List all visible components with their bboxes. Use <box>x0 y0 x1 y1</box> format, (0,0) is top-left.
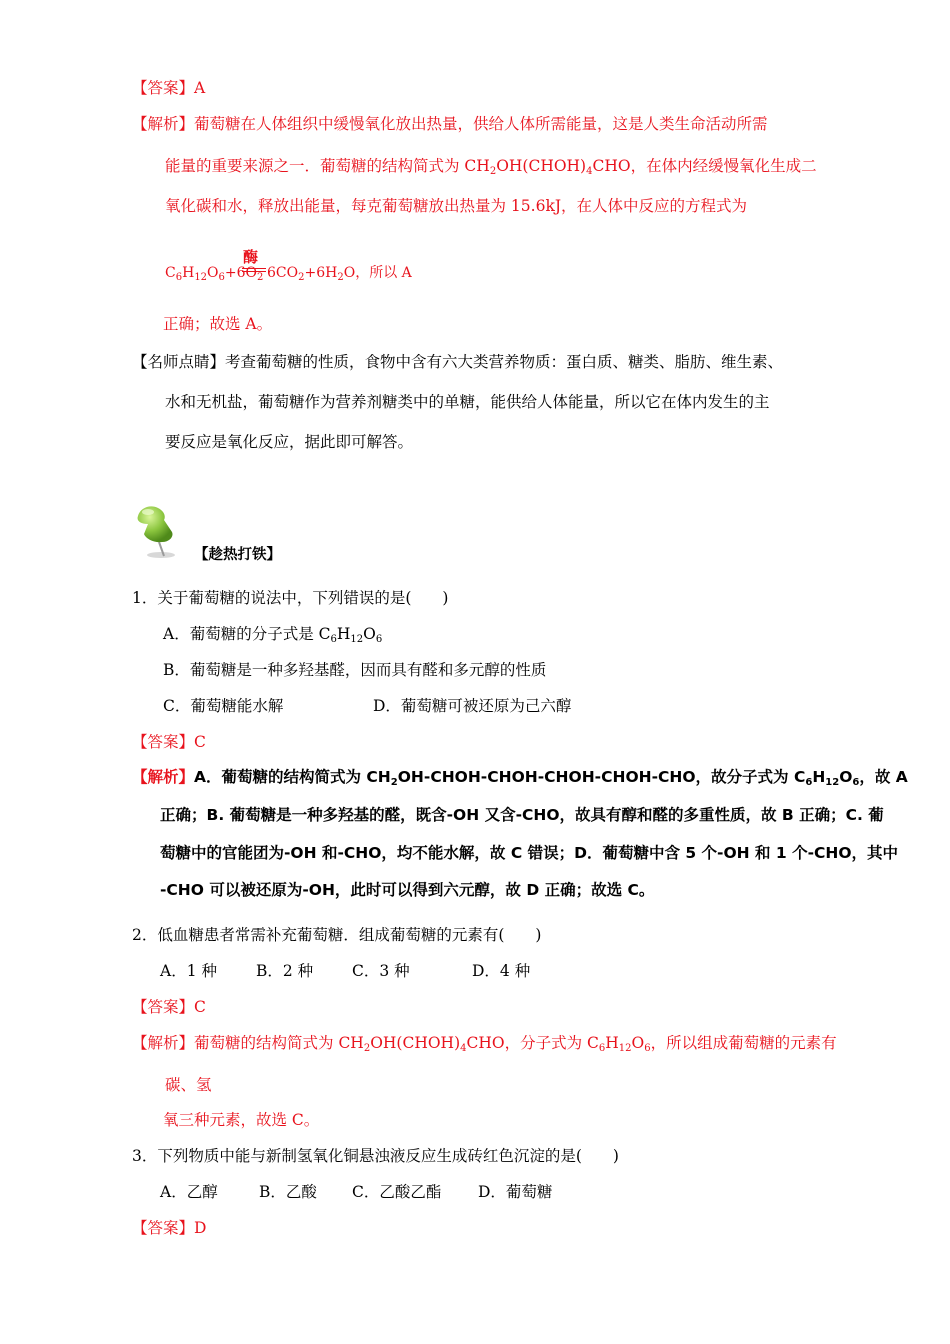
teacher-note-bracket: 【名师点睛】 <box>132 353 226 371</box>
question-1-analysis-line-4: -CHO 可以被还原为-OH，此时可以得到六元醇，故 D 正确；故选 C。 <box>160 881 655 899</box>
analysis-line-1: 【解析】葡萄糖在人体组织中缓慢氧化放出热量，供给人体所需能量，这是人类生命活动所需 <box>132 115 768 133</box>
answer-bracket: 【答案】 <box>132 79 195 97</box>
question-1-answer: 【答案】C <box>132 733 206 751</box>
question-2-option-b: B．2 种 <box>256 962 314 980</box>
question-3-answer: 【答案】D <box>132 1219 207 1237</box>
analysis-line-3: 氧化碳和水，释放出能量，每克葡萄糖放出热量为 15.6kJ，在人体中反应的方程式为 <box>165 197 748 215</box>
question-1-analysis-line-3: 萄糖中的官能团为-OH 和-CHO，均不能水解，故 C 错误；D．葡萄糖中含 5 个-OH 和 1 个-CHO，其中 <box>160 844 899 862</box>
question-1-option-d: D．葡萄糖可被还原为己六醇 <box>373 697 572 715</box>
question-2-option-a: A．1 种 <box>160 962 217 980</box>
question-1-analysis-line-1: 【解析】A．葡萄糖的结构简式为 $CH_2OH-CHOH-CHOH-CHOH-CHOH$-CHO，故分子式为 $C_6H_{12}O_6$，故 A <box>132 768 908 788</box>
question-1-option-a: A．葡萄糖的分子式是 $C_6H_{12}O_6$ <box>163 625 383 645</box>
question-1-option-c: C．葡萄糖能水解 <box>163 697 284 715</box>
teacher-note-line-3: 要反应是氧化反应，据此即可解答。 <box>165 433 414 451</box>
question-2-analysis-line-2: 碳、氢 <box>165 1076 212 1094</box>
question-3-option-c: C．乙酸乙酯 <box>352 1183 442 1201</box>
question-3-option-b: B．乙酸 <box>259 1183 317 1201</box>
analysis-line-5: 正确；故选 A。 <box>163 315 273 333</box>
analysis-bracket: 【解析】 <box>132 115 195 133</box>
question-2-option-d: D．4 种 <box>472 962 531 980</box>
reaction-equation-right: $6CO_2+6H_2O$，所以 A <box>267 265 412 283</box>
pushpin-icon <box>128 502 184 560</box>
answer-value: A <box>194 79 206 97</box>
question-2-analysis-line-3: 氧三种元素，故选 C。 <box>163 1111 320 1129</box>
question-3-stem: 3．下列物质中能与新制氢氧化铜悬浊液反应生成砖红色沉淀的是( ) <box>132 1147 619 1165</box>
enzyme-label: 酶 <box>243 248 259 266</box>
teacher-note-line-2: 水和无机盐，葡萄糖作为营养剂糖类中的单糖，能供给人体能量，所以它在体内发生的主 <box>165 393 770 411</box>
question-2-analysis-line-1: 【解析】葡萄糖的结构简式为 $CH_2OH(CHOH)_4CHO$，分子式为 $C_6H_{12}O_6$，所以组成葡萄糖的元素有 <box>132 1034 837 1054</box>
question-2-stem: 2．低血糖患者常需补充葡萄糖．组成葡萄糖的元素有( ) <box>132 926 542 944</box>
question-1-stem: 1．关于葡萄糖的说法中，下列错误的是( ) <box>132 589 449 607</box>
question-1-analysis-line-2: 正确；B. 葡萄糖是一种多羟基的醛，既含-OH 又含-CHO，故具有醇和醛的多重性质，故 B 正确；C. 葡 <box>160 806 884 824</box>
question-3-option-d: D．葡萄糖 <box>478 1183 553 1201</box>
question-1-option-b: B．葡萄糖是一种多羟基醛，因而具有醛和多元醇的性质 <box>163 661 547 679</box>
answer-line-1 <box>132 78 205 98</box>
section-title: 【趁热打铁】 <box>194 546 281 563</box>
analysis-line-2: 能量的重要来源之一．葡萄糖的结构简式为 $CH_2OH(CHOH)_4CHO$，在体内经缓慢氧化生成二 <box>165 157 817 177</box>
question-3-option-a: A．乙醇 <box>160 1183 218 1201</box>
teacher-note-line-1: 【名师点睛】考查葡萄糖的性质，食物中含有六大类营养物质：蛋白质、糖类、脂肪、维生素、 <box>132 353 784 371</box>
question-2-answer: 【答案】C <box>132 998 206 1016</box>
question-2-option-c: C．3 种 <box>352 962 410 980</box>
reaction-equation-left: $C_6H_{12}O_6+6O_2$ <box>165 265 264 283</box>
